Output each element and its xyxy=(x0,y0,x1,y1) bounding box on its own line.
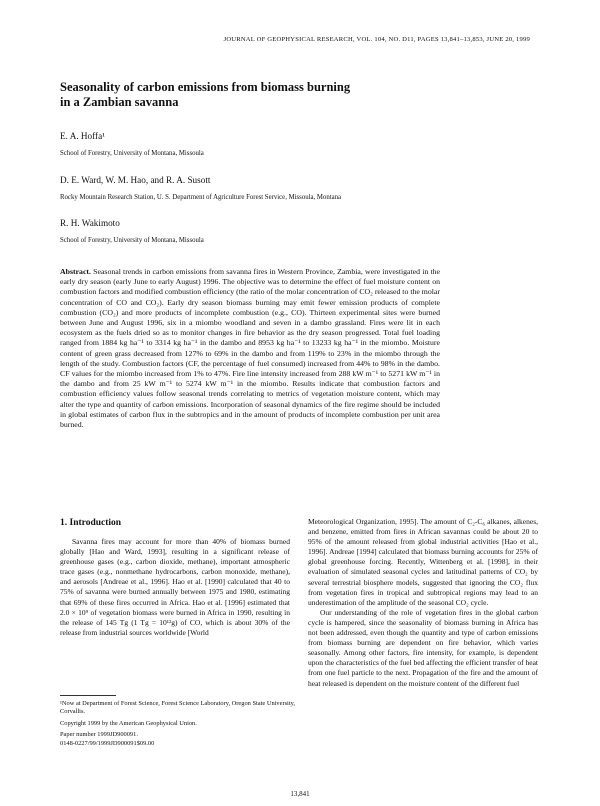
running-head: JOURNAL OF GEOPHYSICAL RESEARCH, VOL. 104, NO. D11, PAGES 13,841–13,853, JUNE 20, 1999 xyxy=(223,36,530,43)
paper-title xyxy=(60,80,500,110)
author-group-1 xyxy=(60,131,204,158)
footnotes xyxy=(60,700,295,751)
abstract xyxy=(60,267,440,430)
footnote-affiliation: ¹Now at Department of Forest Science, Forest Science Laboratory, Oregon State University, Corvallis. xyxy=(60,700,295,716)
author-group-3 xyxy=(60,218,204,245)
intro-paragraph-1-continued: Meteorological Organization, 1995]. The amount of C₂-C₆ alkanes, alkenes, and benzene, emitted from fires in African savannas could be about 20 to 95% of the amount released from global industrial activities [Hao et al., 1996]. Andreae [1994] calculated that biomass burning accounts for 25% of global greenhouse forcing. Recently, Wittenberg et al. [1998], in their evaluation of simulated seasonal cycles and latitudinal patterns of CO₂ by several terrestrial biosphere models, suggested that ignoring the CO₂ flux from vegetation fires in tropical and subtropical regions may lead to an underestimation of the amplitude of the seasonal CO₂ cycle. xyxy=(308,517,538,607)
author-names: D. E. Ward, W. M. Hao, and R. A. Susott xyxy=(60,175,211,185)
author-names: R. H. Wakimoto xyxy=(60,218,120,228)
abstract-label: Abstract. xyxy=(60,267,91,276)
left-column xyxy=(60,517,290,638)
title-line-2: in a Zambian savanna xyxy=(60,95,179,109)
author-names: E. A. Hoffa¹ xyxy=(60,131,105,141)
right-column xyxy=(308,517,538,689)
intro-paragraph-1: Savanna fires may account for more than 40% of biomass burned globally [Hao and Ward, 1993], resulting in a significant release of greenhouse gases (e.g., carbon dioxide, methane), important atmospheric trace gases (e.g., nonmethane hydrocarbons, carbon monoxide, methane), and aerosols [Andreae et al., 1996]. Hao et al. [1990] calculated that 40 to 75% of savanna were burned annually between 1975 and 1980, estimating that 69% of these fires occurred in Africa. Hao et al. [1996] estimated that 2.0 × 10⁹ of vegetation biomass were burned in Africa in 1990, resulting in the release of 145 Tg (1 Tg = 10¹²g) of CO, which is about 30% of the release from industrial sources worldwide [World xyxy=(60,537,290,637)
footnote-paper-number: Paper number 1999JD900091. 0148-0227/99/1999JD900091$09.00 xyxy=(60,731,155,747)
author-group-2 xyxy=(60,175,341,202)
author-affiliation: Rocky Mountain Research Station, U. S. Department of Agriculture Forest Service, Missoula, Montana xyxy=(60,194,342,201)
author-affiliation: School of Forestry, University of Montana, Missoula xyxy=(60,150,204,157)
footnote-divider xyxy=(60,695,116,696)
author-affiliation: School of Forestry, University of Montana, Missoula xyxy=(60,237,204,244)
section-heading-introduction: 1. Introduction xyxy=(60,518,122,528)
title-line-1: Seasonality of carbon emissions from biomass burning xyxy=(60,80,351,94)
footnote-copyright: Copyright 1999 by the American Geophysical Union. xyxy=(60,719,197,727)
abstract-text: Seasonal trends in carbon emissions from savanna fires in Western Province, Zambia, were investigated in the early dry season (early June to early August) 1996. The objective was to determine the effect of fuel moisture content on combustion factors and modified combustion efficiency (the ratio of the molar concentration of CO₂ released to the molar concentration of CO and CO₂). Early dry season biomass burning may emit fewer emission products of complete combustion (CO₂) and more products of incomplete combustion (e.g., CO). Thirteen experimental sites were burned between June and August 1996, six in a miombo woodland and seven in a dambo grassland. Fires were lit in each ecosystem as the fuels dried so as to monitor changes in fire behavior as the dry season progressed. Total fuel loading ranged from 1884 kg ha⁻¹ to 3314 kg ha⁻¹ in the dambo and 8953 kg ha⁻¹ to 13233 kg ha⁻¹ in the miombo. Moisture content of green grass decreased from 127% to 69% in the dambo and from 119% to 23% in the miombo through the length of the study. Combustion factors (CF, the percentage of fuel consumed) increased from 44% to 98% in the dambo. CF values for the miombo increased from 1% to 47%. Fire line intensity increased from 288 kW m⁻¹ to 5271 kW m⁻¹ in the dambo and from 25 kW m⁻¹ to 5274 kW m⁻¹ in the miombo. Results indicate that combustion factors and combustion efficiency values follow seasonal trends correlating to metrics of vegetation moisture content, which may alter the type and quantity of carbon emissions. Incorporation of seasonal dynamics of the fire regime should be included in global estimates of carbon flux in the subtropics and in the amount of products of incomplete combustion per unit area burned. xyxy=(60,267,440,430)
page-number: 13,841 xyxy=(290,790,310,798)
intro-paragraph-2: Our understanding of the role of vegetation fires in the global carbon cycle is hampered, since the seasonality of biomass burning in Africa has not been addressed, even though the quantity and type of carbon emissions from biomass burning are dependent on fire behavior, which varies seasonally. Among other factors, fire intensity, for example, is dependent upon the characteristics of the fuel bed affecting the efficient transfer of heat from one fuel particle to the next. Propagation of the fire and the amount of heat released is dependent on the moisture content of the different fuel xyxy=(308,607,538,688)
